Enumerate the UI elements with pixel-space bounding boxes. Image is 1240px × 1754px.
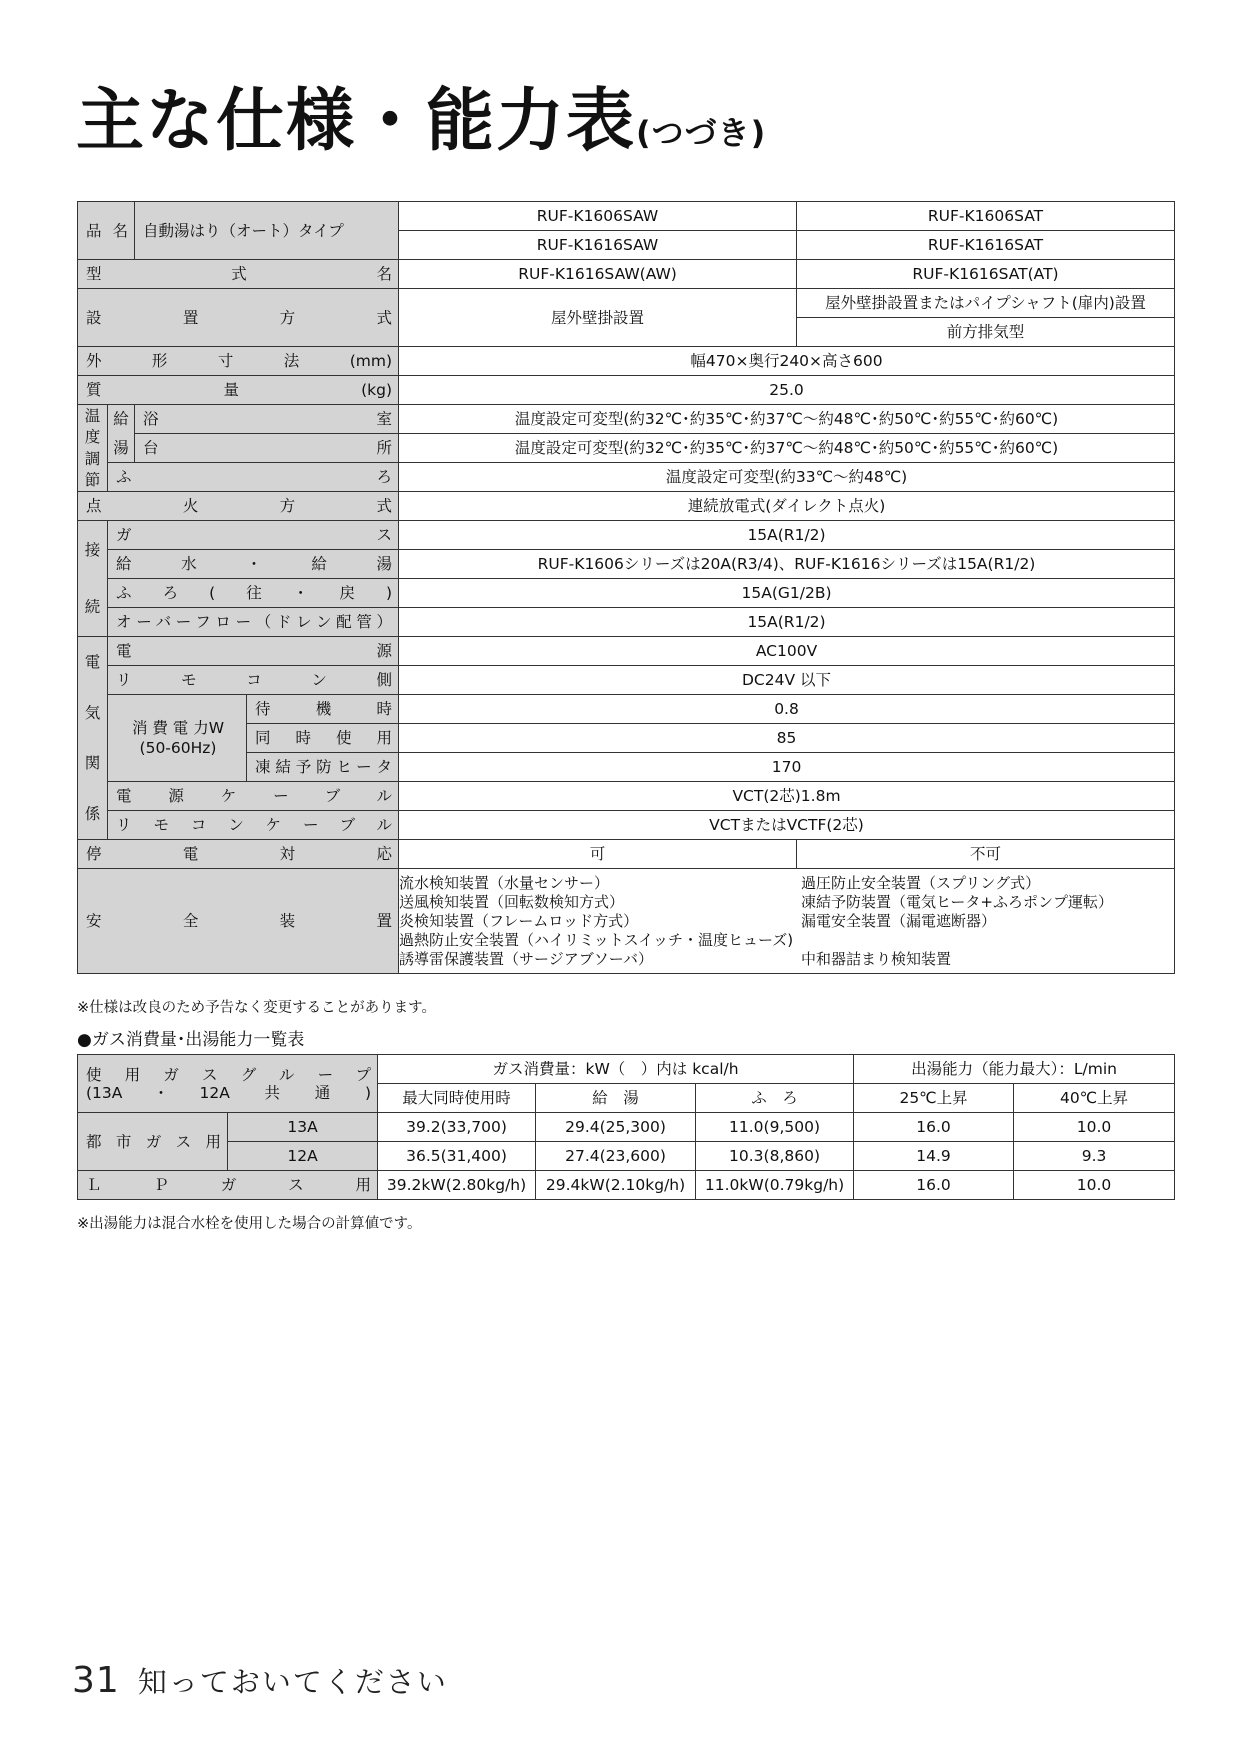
gas-value-cell: 29.4(25,300) [536,1113,696,1142]
gas-table-title: ●ガス消費量･出湯能力一覧表 [77,1030,305,1050]
spec-note: ※仕様は改良のため予告なく変更することがあります。 [77,1000,436,1016]
gas-value-cell: 29.4kW(2.10kg/h) [536,1171,696,1200]
safety-item: 炎検知装置（フレームロッド方式） [399,911,639,930]
safety-item: 送風検知装置（回転数検知方式） [399,892,625,911]
gas-value-cell: 10.3(8,860) [696,1142,854,1171]
outage-value: 不可 [797,840,1175,869]
table-row [78,869,1175,974]
remote-value: DC24V 以下 [399,666,1175,695]
table-row [78,202,1175,231]
power-value: AC100V [399,637,1175,666]
table-row [78,1142,1175,1171]
safety-item: 凍結予防装置（電気ヒータ+ふろポンプ運転） [801,892,1113,911]
install-right-top: 屋外壁掛設置またはパイプシャフト(扉内)設置 [797,289,1175,318]
safety-item: 流水検知装置（水量センサー） [399,873,610,892]
heater-value: 170 [399,753,1175,782]
gas-value-cell: 16.0 [854,1171,1014,1200]
power-cable-value: VCT(2芯)1.8m [399,782,1175,811]
mass-value: 25.0 [399,376,1175,405]
mass-label: 質量(kg) [78,376,399,405]
gas-value-cell: 39.2kW(2.80kg/h) [378,1171,536,1200]
table-row [78,521,1175,550]
table-row [78,434,1175,463]
katashiki-value: RUF-K1616SAT(AT) [797,260,1175,289]
gas-value-cell: 10.0 [1014,1171,1175,1200]
safety-item: 誘導雷保護装置（サージアブソーバ） [399,949,653,968]
gas-value-cell: 16.0 [854,1113,1014,1142]
table-row [78,666,1175,695]
model-label-cell: 品 名 [78,202,135,260]
simultaneous-label: 同時使用 [247,724,399,753]
gas-value-cell: 39.2(33,700) [378,1113,536,1142]
table-row [78,405,1175,434]
model-cell: RUF-K1616SAT [797,231,1175,260]
safety-list [399,869,1175,974]
install-label: 設置方式 [78,289,399,347]
table-row [78,289,1175,318]
gas-value-cell: 9.3 [1014,1142,1175,1171]
katashiki-label: 型式名 [78,260,399,289]
ignition-label: 点火方式 [78,492,399,521]
lp-gas-label: ＬＰガス用 [78,1171,378,1200]
sub-header: 25℃上昇 [854,1084,1014,1113]
simultaneous-value: 85 [399,724,1175,753]
dims-value: 幅470×奥行240×高さ600 [399,347,1175,376]
gas-type-cell: 13A [228,1113,378,1142]
table-row [78,463,1175,492]
model-cell: RUF-K1606SAW [399,202,797,231]
katashiki-value: RUF-K1616SAW(AW) [399,260,797,289]
gas-note: ※出湯能力は混合水栓を使用した場合の計算値です。 [77,1216,422,1232]
page-number: 31 [72,1660,120,1701]
table-row [78,376,1175,405]
safety-item: 過熱防止安全装置（ハイリミットスイッチ・温度ヒューズ) [399,930,794,949]
dims-label: 外形寸法(mm) [78,347,399,376]
table-row [78,579,1175,608]
table-row [78,347,1175,376]
table-row [78,1171,1175,1200]
gas-type-cell: 12A [228,1142,378,1171]
page-footer [72,1660,448,1701]
gas-group-label: 使用ガスグループ (13A･12A共通) [78,1055,378,1113]
table-row [78,260,1175,289]
gas-conn-value: 15A(R1/2) [399,521,1175,550]
consumption-header: ガス消費量：kW（ ）内は kcal/h [378,1055,854,1084]
gas-value-cell: 11.0(9,500) [696,1113,854,1142]
heater-label: 凍結予防ヒータ [247,753,399,782]
safety-label: 安全装置 [78,869,399,974]
ignition-value: 連続放電式(ダイレクト点火) [399,492,1175,521]
table-row [78,1113,1175,1142]
gas-value-cell: 11.0kW(0.79kg/h) [696,1171,854,1200]
safety-item: 漏電安全装置（漏電遮断器） [801,911,997,930]
furo-temp-label: ふろ [108,463,399,492]
install-left: 屋外壁掛設置 [399,289,797,347]
gas-value-cell: 36.5(31,400) [378,1142,536,1171]
daidokoro-value: 温度設定可変型(約32℃･約35℃･約37℃～約48℃･約50℃･約55℃･約60℃) [399,434,1175,463]
remote-label: リモコン側 [108,666,399,695]
install-right-bottom: 前方排気型 [797,318,1175,347]
overflow-value: 15A(R1/2) [399,608,1175,637]
safety-item: 過圧防止安全装置（スプリング式） [801,873,1041,892]
table-row [78,637,1175,666]
outage-value: 可 [399,840,797,869]
daidokoro-label: 台所 [135,434,399,463]
yokushitsu-label: 浴室 [135,405,399,434]
sub-header: ふ ろ [696,1084,854,1113]
standby-label: 待機時 [247,695,399,724]
remote-cable-label: リモコンケーブル [108,811,399,840]
gas-value-cell: 14.9 [854,1142,1014,1171]
page-title [76,80,766,175]
consumption-label: 消 費 電 力W (50-60Hz) [108,695,247,782]
outage-label: 停電対応 [78,840,399,869]
table-row [78,811,1175,840]
gas-value-cell: 10.0 [1014,1113,1175,1142]
title-main: 主な仕様・能力表 [76,82,637,161]
model-cell: RUF-K1616SAW [399,231,797,260]
overflow-label: オーバーフロー（ドレン配管） [108,608,399,637]
gas-conn-label: ガス [108,521,399,550]
temp-group-label: 温 度 調 節 [78,405,108,492]
title-sub: (つづき) [636,114,767,152]
gas-table [77,1054,1175,1200]
sub-header: 給 湯 [536,1084,696,1113]
table-row [78,608,1175,637]
power-label: 電源 [108,637,399,666]
table-row [78,492,1175,521]
furo-conn-label: ふろ(往・戻) [108,579,399,608]
power-cable-label: 電源ケーブル [108,782,399,811]
model-cell: RUF-K1606SAT [797,202,1175,231]
table-row [78,550,1175,579]
standby-value: 0.8 [399,695,1175,724]
sub-header: 最大同時使用時 [378,1084,536,1113]
furo-temp-value: 温度設定可変型(約33℃～約48℃) [399,463,1175,492]
gas-value-cell: 27.4(23,600) [536,1142,696,1171]
model-type-cell: 自動湯はり（オート）タイプ [135,202,399,260]
section-title: 知っておいてください [137,1665,448,1699]
furo-conn-value: 15A(G1/2B) [399,579,1175,608]
capacity-header: 出湯能力（能力最大）：L/min [854,1055,1175,1084]
yokushitsu-value: 温度設定可変型(約32℃･約35℃･約37℃～約48℃･約50℃･約55℃･約60℃) [399,405,1175,434]
safety-item: 中和器詰まり検知装置 [801,949,952,968]
table-row [78,1055,1175,1084]
water-conn-value: RUF-K1606シリーズは20A(R3/4)、RUF-K1616シリーズは15A(R1/2) [399,550,1175,579]
spec-table [77,201,1175,974]
remote-cable-value: VCTまたはVCTF(2芯) [399,811,1175,840]
water-conn-label: 給水・給湯 [108,550,399,579]
sub-header: 40℃上昇 [1014,1084,1175,1113]
kyuto-label: 給 湯 [108,405,135,463]
table-row [78,840,1175,869]
city-gas-label: 都市ガス用 [78,1113,228,1171]
table-row [78,782,1175,811]
table-row [78,695,1175,724]
electric-group-label: 電 気 関 係 [78,637,108,840]
connection-group-label: 接 続 [78,521,108,637]
